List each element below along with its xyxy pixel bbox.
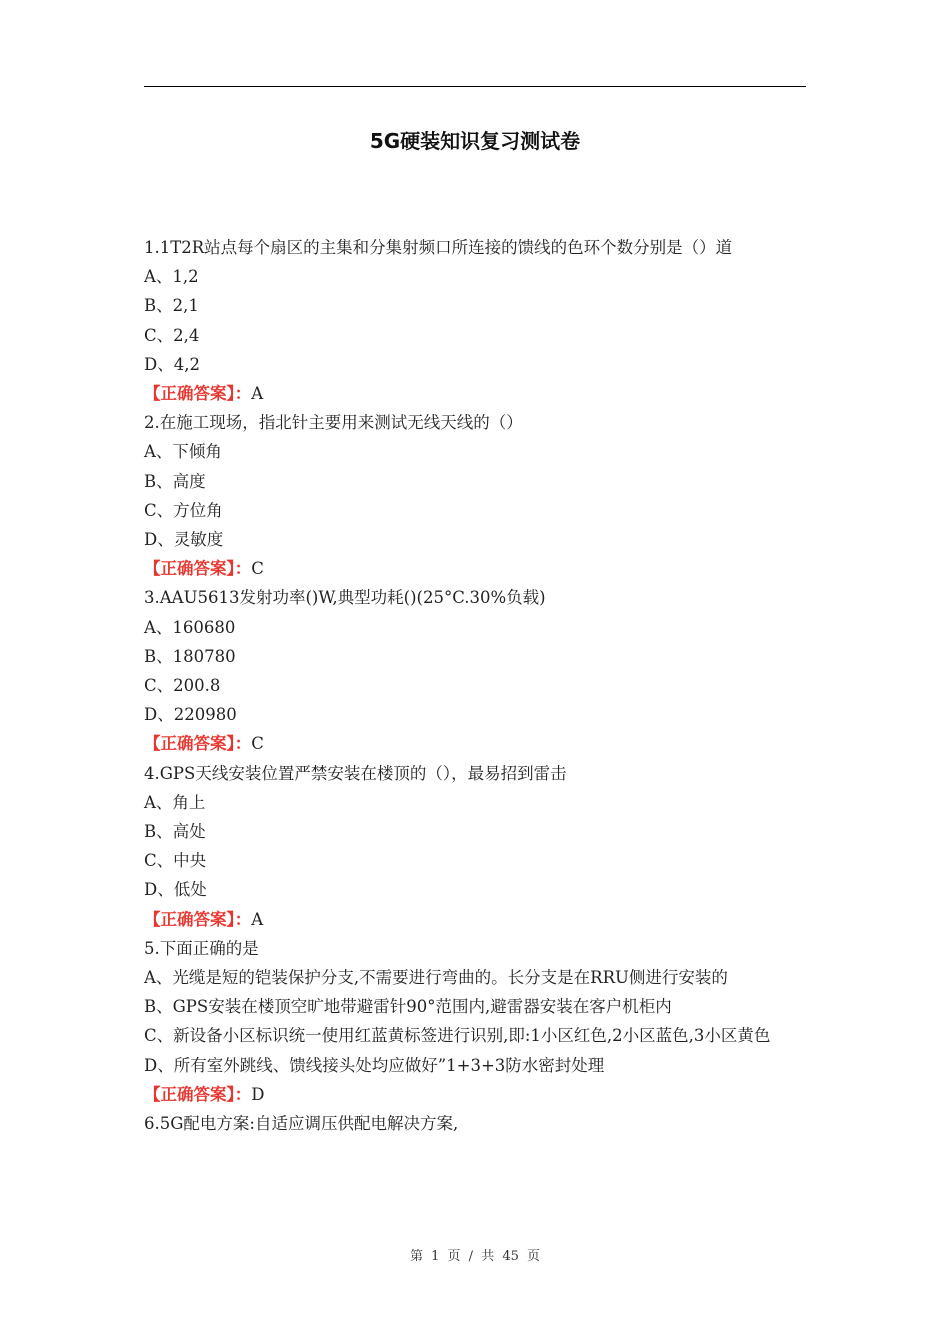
- answer-value: A: [251, 384, 264, 404]
- document-title: 5G硬装知识复习测试卷: [369, 129, 581, 153]
- answer-value: C: [251, 559, 264, 579]
- footer-total-prefix: 共: [481, 1249, 495, 1264]
- answer-value: C: [251, 734, 264, 754]
- question-stem: 2.在施工现场，指北针主要用来测试无线天线的（）: [144, 413, 523, 433]
- option-d: D、低处: [144, 880, 207, 900]
- answer-label: 【正确答案】：: [144, 909, 252, 929]
- option-d: D、所有室外跳线、馈线接头处均应做好”1+3+3防水密封处理: [144, 1055, 605, 1075]
- total-page-count: 45: [502, 1249, 519, 1264]
- question-stem: 4.GPS天线安装位置严禁安装在楼顶的（），最易招到雷击: [144, 763, 567, 783]
- option-a: A、160680: [144, 617, 236, 637]
- option-c: C、200.8: [144, 676, 221, 696]
- option-a: A、角上: [144, 792, 206, 812]
- correct-answer: [144, 905, 808, 934]
- answer-value: D: [251, 1084, 265, 1104]
- answer-label: 【正确答案】：: [144, 384, 252, 404]
- current-page-number: 1: [431, 1249, 440, 1264]
- header-rule: [144, 86, 806, 87]
- correct-answer: [144, 729, 808, 758]
- correct-answer: [144, 379, 808, 408]
- question-4: [144, 759, 808, 934]
- option-b: B、2,1: [144, 296, 199, 316]
- question-stem: 6.5G配电方案:自适应调压供配电解决方案,: [144, 1114, 459, 1134]
- footer-total-unit: 页: [527, 1249, 541, 1264]
- correct-answer: [144, 1080, 808, 1109]
- option-b: B、高处: [144, 822, 206, 842]
- option-a: A、光缆是短的铠装保护分支,不需要进行弯曲的。长分支是在RRU侧进行安装的: [144, 968, 728, 988]
- footer-prefix: 第: [409, 1249, 423, 1264]
- answer-label: 【正确答案】：: [144, 1084, 252, 1104]
- footer-page-unit: 页: [447, 1249, 461, 1264]
- question-1: [144, 233, 808, 408]
- option-b: B、180780: [144, 646, 236, 666]
- question-2: [144, 408, 808, 583]
- question-5: [144, 934, 808, 1109]
- correct-answer: [144, 554, 808, 583]
- answer-label: 【正确答案】：: [144, 734, 252, 754]
- answer-value: A: [251, 909, 264, 929]
- option-d: D、灵敏度: [144, 530, 224, 550]
- option-c: C、方位角: [144, 500, 223, 520]
- question-stem: 5.下面正确的是: [144, 938, 259, 958]
- option-d: D、220980: [144, 705, 237, 725]
- option-c: C、新设备小区标识统一使用红蓝黄标签进行识别,即:1小区红色,2小区蓝色,3小区黄色: [144, 1026, 771, 1046]
- option-d: D、4,2: [144, 354, 200, 374]
- question-stem: 1.1T2R站点每个扇区的主集和分集射频口所连接的馈线的色环个数分别是（）道: [144, 238, 733, 257]
- option-b: B、高度: [144, 471, 206, 491]
- question-list: [144, 233, 808, 1138]
- option-c: C、中央: [144, 851, 207, 871]
- option-b: B、GPS安装在楼顶空旷地带避雷针90°范围内,避雷器安装在客户机柜内: [144, 997, 672, 1017]
- option-c: C、2,4: [144, 325, 200, 345]
- page-footer: [0, 1245, 950, 1264]
- question-stem: 3.AAU5613发射功率()W,典型功耗()(25°C.30%负载): [144, 588, 546, 608]
- option-a: A、下倾角: [144, 442, 222, 462]
- question-3: [144, 583, 808, 758]
- question-6: [144, 1109, 808, 1138]
- footer-separator: /: [468, 1249, 474, 1264]
- answer-label: 【正确答案】：: [144, 559, 252, 579]
- option-a: A、1,2: [144, 267, 199, 287]
